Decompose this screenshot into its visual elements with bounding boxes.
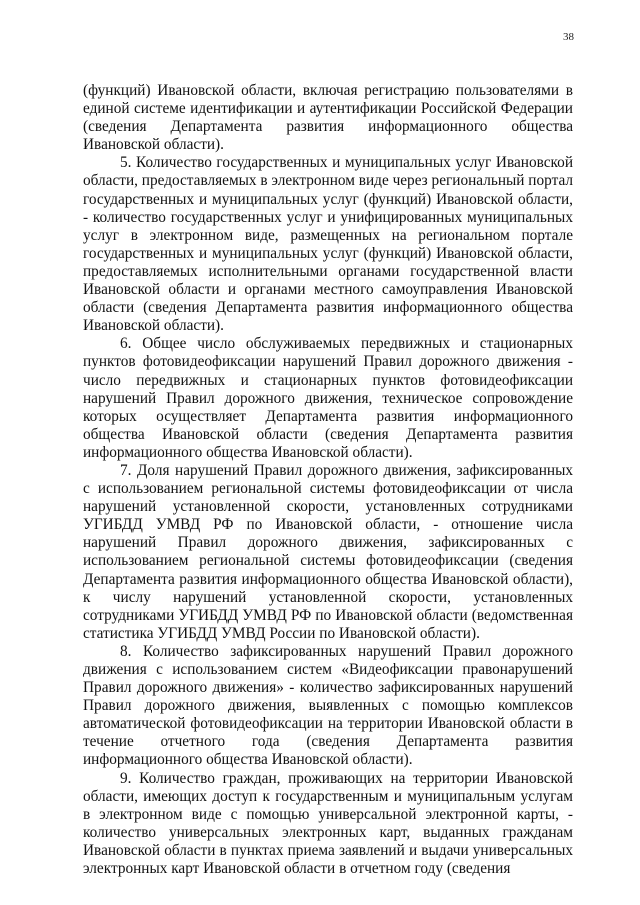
document-body xyxy=(83,82,573,878)
paragraph-item-9: 9. Количество граждан, проживающих на территории Ивановской области, имеющих доступ к государственным и муниципальным услугам в электронном виде с помощью универсальной электронной карты, - количество универсальных электронных карт, выданных гражданам Ивановской области в пунктах приема заявлений и выдачи универсальных электронных карт Ивановской области в отчетном году (сведения xyxy=(83,769,573,878)
paragraph-item-7: 7. Доля нарушений Правил дорожного движения, зафиксированных с использованием региональной системы фотовидеофиксации от числа нарушений установленной скорости, установленных сотрудниками УГИБДД УМВД РФ по Ивановской области, - отношение числа нарушений Правил дорожного движения, зафиксированных с использованием региональной системы фотовидеофиксации (сведения Департамента развития информационного общества Ивановской области), к числу нарушений установленной скорости, установленных сотрудниками УГИБДД УМВД РФ по Ивановской области (ведомственная статистика УГИБДД УМВД России по Ивановской области). xyxy=(83,461,573,642)
paragraph-item-6: 6. Общее число обслуживаемых передвижных и стационарных пунктов фотовидеофиксации нарушений Правил дорожного движения - число передвижных и стационарных пунктов фотовидеофиксации нарушений Правил дорожного движения, техническое сопровождение которых осуществляет Департамента развития информационного общества Ивановской области (сведения Департамента развития информационного общества Ивановской области). xyxy=(83,335,573,461)
paragraph-item-5: 5. Количество государственных и муниципальных услуг Ивановской области, предоставляемых в электронном виде через региональный портал государственных и муниципальных услуг (функций) Ивановской области, - количество государственных услуг и унифицированных муниципальных услуг в электронном виде, размещенных на региональном портале государственных и муниципальных услуг (функций) Ивановской области, предоставляемых исполнительными органами государственной власти Ивановской области и органами местного самоуправления Ивановской области (сведения Департамента развития информационного общества Ивановской области). xyxy=(83,154,574,335)
page-number: 38 xyxy=(563,31,574,43)
paragraph-item-8: 8. Количество зафиксированных нарушений Правил дорожного движения с использованием систем «Видеофиксации правонарушений Правил дорожного движения» - количество зафиксированных нарушений Правил дорожного движения, выявленных с помощью комплексов автоматической фотовидеофиксации на территории Ивановской области в течение отчетного года (сведения Департамента развития информационного общества Ивановской области). xyxy=(83,642,573,769)
paragraph-continuation: (функций) Ивановской области, включая регистрацию пользователями в единой системе идентификации и аутентификации Российской Федерации (сведения Департамента развития информационного общества Ивановской области). xyxy=(83,82,573,154)
